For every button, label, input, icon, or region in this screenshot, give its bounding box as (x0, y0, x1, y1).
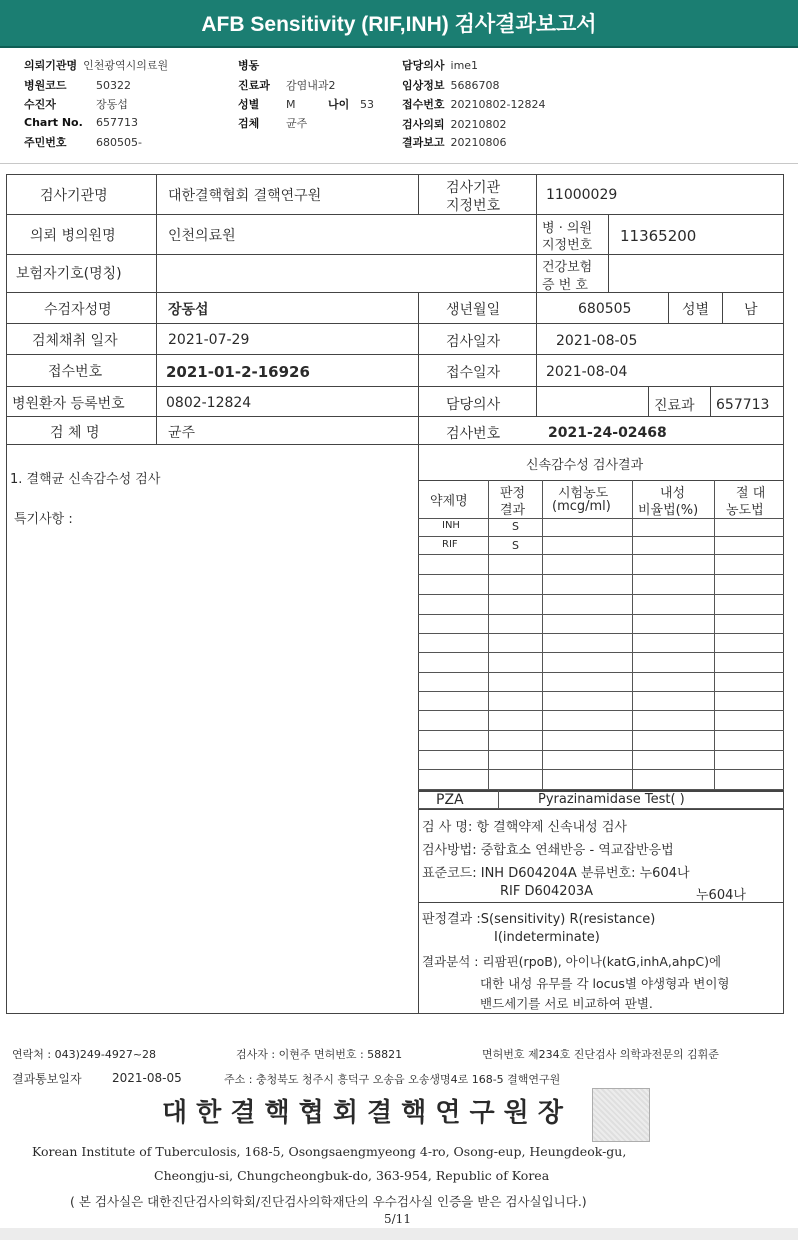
specimen-name-label: 검 체 명 (50, 425, 100, 441)
footer-examiner: 검사자 : 이현주 면허번호 : 58821 (236, 1048, 403, 1061)
patient-header (0, 48, 798, 164)
bottom-strip (0, 1228, 798, 1240)
field-hosp-code: 병원코드 50322 (24, 79, 131, 92)
col-conc-1: 시험농도 (558, 486, 609, 501)
receipt-date-label: 접수일자 (446, 365, 501, 381)
pza-test: Pyrazinamidase Test( ) (538, 792, 685, 807)
field-req-hospital: 의뢰기관명 인천광역시의료원 (24, 59, 169, 72)
certification-note: ( 본 검사실은 대한진단검사의학회/진단검사의학재단의 우수검사실 인증을 받은 검사실입니다.) (70, 1194, 587, 1209)
col-abs-2: 농도법 (726, 503, 764, 518)
field-ward: 병동 (238, 59, 260, 72)
field-sex: 성별 M (238, 98, 296, 111)
test-date-value: 2021-08-05 (556, 333, 638, 349)
footer-license: 면허번호 제234호 진단검사 의학과전문의 김휘준 (482, 1048, 719, 1061)
col-ratio-2: 비율법(%) (638, 503, 699, 518)
report-title: AFB Sensitivity (RIF,INH) 검사결과보고서 (201, 13, 597, 36)
birth-value: 680505 (578, 301, 632, 317)
birth-label: 생년월일 (446, 302, 501, 318)
row-inh-drug: INH (442, 520, 460, 531)
notify-label: 결과통보일자 (12, 1072, 82, 1086)
col-ratio-1: 내성 (660, 486, 686, 501)
interp-line-2: I(indeterminate) (494, 930, 600, 945)
designation-label-2: 지정번호 (446, 198, 501, 214)
report-banner (0, 0, 798, 48)
interp-line-3: 결과분석 : 리팜핀(rpoB), 아이나(katG,inhA,ahpC)에 (422, 954, 722, 969)
section-title: 1. 결핵균 신속감수성 검사 (10, 472, 161, 487)
field-specimen: 검체 균주 (238, 117, 308, 130)
health-card-label-2: 증 번 호 (542, 278, 588, 293)
receipt-no-value: 2021-01-2-16926 (166, 363, 310, 381)
notify-date: 2021-08-05 (112, 1071, 182, 1085)
col-judge-2: 결과 (500, 503, 526, 518)
field-clinical: 임상정보 5686708 (402, 79, 500, 92)
method-line-4b: 누604나 (696, 888, 746, 903)
reg-no-label: 병원환자 등록번호 (12, 396, 125, 412)
col-judge-1: 판정 (500, 486, 526, 501)
test-no-value: 2021-24-02468 (548, 425, 667, 441)
page-number: 5/11 (384, 1212, 411, 1226)
method-line-2: 검사방법: 중합효소 연쇄반응 - 역교잡반응법 (422, 843, 674, 858)
remarks-label: 특기사항 : (14, 512, 73, 527)
scanned-report (0, 164, 798, 1240)
form-doctor-label: 담당의사 (446, 397, 501, 413)
health-card-label-1: 건강보험 (542, 260, 593, 275)
designation-value: 11000029 (546, 187, 618, 203)
form-sex-label: 성별 (682, 302, 710, 318)
designation-label-1: 검사기관 (446, 180, 501, 196)
col-abs-1: 절 대 (736, 486, 766, 501)
field-receipt: 접수번호 20210802-12824 (402, 98, 546, 111)
eng-address-1: Korean Institute of Tuberculosis, 168-5, Osongsaengmyeong 4-ro, Osong-eup, Heungdeok-gu, (32, 1144, 627, 1159)
form-dept-value: 657713 (716, 397, 770, 413)
interp-line-4: 대한 내성 유무를 각 locus별 야생형과 변이형 (480, 976, 730, 991)
footer-address: 주소 : 충청북도 청주시 흥덕구 오송읍 오송생명4로 168-5 결핵연구원 (224, 1073, 561, 1086)
receipt-date-value: 2021-08-04 (546, 364, 628, 380)
institution-value: 대한결핵협회 결핵연구원 (168, 188, 322, 204)
footer-contact: 연락처 : 043)249-4927~28 (12, 1048, 157, 1061)
institution-label: 검사기관명 (40, 188, 108, 204)
interp-line-1: 판정결과 :S(sensitivity) R(resistance) (422, 912, 656, 927)
patient-name-label: 수검자성명 (44, 302, 112, 318)
field-age: 나이 53 (328, 98, 374, 111)
row-inh-result: S (512, 520, 519, 533)
test-date-label: 검사일자 (446, 334, 501, 350)
hosp-desig-value: 11365200 (620, 227, 697, 245)
field-patient: 수진자 장동섭 (24, 98, 128, 111)
row-rif-result: S (512, 539, 519, 552)
hosp-desig-label-2: 지정번호 (542, 238, 593, 253)
ref-hospital-label: 의뢰 병의원명 (30, 228, 116, 244)
reg-no-value: 0802-12824 (166, 395, 252, 411)
eng-address-2: Cheongju-si, Chungcheongbuk-do, 363-954, Republic of Korea (154, 1168, 550, 1183)
col-conc-2: (mcg/ml) (552, 499, 611, 514)
method-line-3: 표준코드: INH D604204A 분류번호: 누604나 (422, 866, 690, 881)
field-dept: 진료과 감염내과2 (238, 79, 336, 92)
insurer-label: 보험자기호(명칭) (16, 266, 122, 282)
method-line-1: 검 사 명: 항 결핵약제 신속내성 검사 (422, 820, 627, 835)
receipt-no-label: 접수번호 (48, 364, 103, 380)
org-name: 대 한 결 핵 협 회 결 핵 연 구 원 장 (162, 1098, 563, 1128)
collect-date-value: 2021-07-29 (168, 332, 250, 348)
interp-line-5: 밴드세기를 서로 비교하여 판별. (480, 996, 653, 1011)
official-seal (592, 1088, 650, 1142)
method-line-4a: RIF D604203A (500, 884, 594, 899)
row-rif-drug: RIF (442, 539, 458, 550)
field-request: 검사의뢰 20210802 (402, 118, 507, 131)
collect-date-label: 검체채취 일자 (32, 333, 118, 349)
test-no-label: 검사번호 (446, 426, 501, 442)
field-rrn: 주민번호 680505- (24, 136, 142, 149)
results-title: 신속감수성 검사결과 (526, 458, 644, 473)
field-doctor: 담당의사 ime1 (402, 59, 479, 72)
specimen-name-value: 균주 (168, 425, 196, 441)
field-chart-no: Chart No. 657713 (24, 116, 138, 129)
hosp-desig-label-1: 병 · 의원 (542, 221, 593, 236)
pza-label: PZA (436, 792, 464, 808)
ref-hospital-value: 인천의료원 (168, 228, 236, 244)
col-drug: 약제명 (430, 494, 468, 509)
field-report: 결과보고 20210806 (402, 136, 507, 149)
form-dept-label: 진료과 (654, 398, 695, 414)
patient-name-value: 장동섭 (168, 302, 209, 318)
form-sex-value: 남 (744, 302, 758, 318)
